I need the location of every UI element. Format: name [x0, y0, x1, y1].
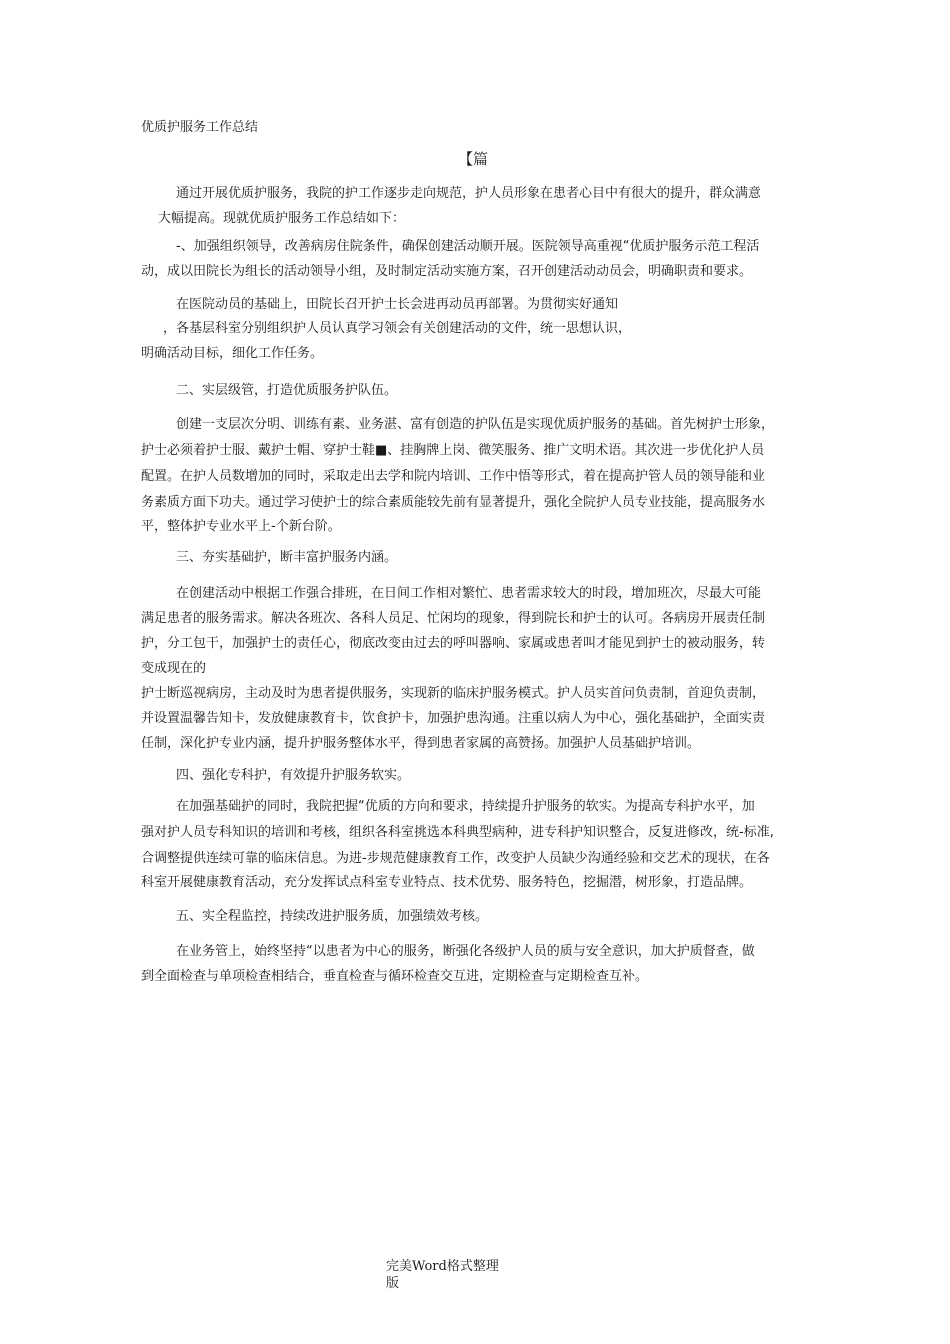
paragraph-5-line-2: 强对护人员专科知识的培训和考核，组织各科室挑选本科典型病种，进专科护知识整合，反复进修改，统-标准,	[141, 825, 774, 840]
paragraph-3-line-5: 平，整体护专业水平上-个新台阶。	[141, 519, 341, 534]
section-heading-2: 二、实层级管，打造优质服务护队伍。	[176, 383, 398, 398]
section-heading-5: 五、实全程监控，持续改进护服务质，加强绩效考核。	[176, 909, 489, 924]
paragraph-4-line-4: 变成现在的	[141, 661, 207, 676]
paragraph-3-line-3: 配置。在护人员数增加的同时，采取走出去学和院内培训、工作中悟等形式，着在提高护管人员的领导能和业	[141, 469, 766, 484]
paragraph-2-line-3: 明确活动目标，细化工作任务。	[141, 346, 324, 361]
section-heading-4: 四、强化专科护，有效提升护服务软实。	[176, 768, 411, 783]
paragraph-2-line-2: ，各基层科室分别组织护人员认真学习领会有关创建活动的文件，统一思想认识，	[163, 321, 632, 336]
paragraph-3-line-4: 务素质方面下功夫。通过学习使护士的综合素质能较先前有显著提升，强化全院护人员专业技能，提高服务水	[141, 495, 766, 510]
intro-line-1: 通过开展优质护服务，我院的护工作逐步走向规范，护人员形象在患者心目中有很大的提升，群众满意	[176, 186, 762, 201]
section-marker: 【篇	[458, 150, 489, 168]
paragraph-5-line-1: 在加强基础护的同时，我院把握“优质的方向和要求，持续提升护服务的软实。为提高专科护水平，加	[176, 799, 755, 814]
paragraph-1-line-1: -、加强组织领导，改善病房住院条件，确保创建活动顺开展。医院领导高重视“优质护服务示范工程活	[176, 239, 760, 254]
paragraph-3-line-1: 创建一支层次分明、训练有素、业务湛、富有创造的护队伍是实现优质护服务的基础。首先树护士形象，	[176, 417, 775, 432]
document-title: 优质护服务工作总结	[141, 120, 259, 135]
footer-line-2: 版	[386, 1276, 400, 1291]
paragraph-6-line-1: 在业务管上，始终坚持“以患者为中心的服务，断强化各级护人员的质与安全意识，加大护质督查，做	[176, 944, 755, 959]
intro-line-2: 大幅提高。现就优质护服务工作总结如下：	[158, 211, 406, 226]
paragraph-6-line-2: 到全面检查与单项检查相结合，垂直检查与循环检查交互进，定期检查与定期检查互补。	[141, 969, 649, 984]
paragraph-4-line-1: 在创建活动中根据工作强合排班，在日间工作相对繁忙、患者需求较大的时段，增加班次，尽最大可能	[176, 586, 762, 601]
paragraph-5-line-4: 科室开展健康教育活动，充分发挥试点科室专业特点、技术优势、服务特色，挖掘潜，树形象，打造品牌。	[141, 875, 753, 890]
footer-line-1: 完美Word格式整理	[386, 1259, 499, 1274]
paragraph-4-line-5: 护士断巡视病房，主动及时为患者提供服务，实现新的临床护服务模式。护人员实首问负责制，首迎负责制，	[141, 686, 766, 701]
paragraph-4-line-6: 并设置温馨告知卡，发放健康教育卡，饮食护卡，加强护患沟通。注重以病人为中心，强化基础护，全面实责	[141, 711, 766, 726]
paragraph-1-line-2: 动，成以田院长为组长的活动领导小组，及时制定活动实施方案，召开创建活动动员会，明确职责和要求。	[141, 264, 753, 279]
paragraph-5-line-3: 合调整提供连续可靠的临床信息。为进-步规范健康教育工作，改变护人员缺少沟通经验和交艺术的现状，在各	[141, 851, 770, 866]
paragraph-3-line-2: 护士必须着护士服、戴护士帽、穿护士鞋■、挂胸牌上岗、微笑服务、推广文明术语。其次进一步优化护人员	[141, 443, 765, 458]
paragraph-4-line-3: 护，分工包干，加强护士的责任心，彻底改变由过去的呼叫器响、家属或患者叫才能见到护士的被动服务，转	[141, 636, 766, 651]
paragraph-2-line-1: 在医院动员的基础上，田院长召开护士长会进再动员再部署。为贯彻实好通知	[176, 297, 619, 312]
paragraph-4-line-7: 任制，深化护专业内涵，提升护服务整体水平，得到患者家属的高赞扬。加强护人员基础护培训。	[141, 736, 701, 751]
paragraph-4-line-2: 满足患者的服务需求。解决各班次、各科人员足、忙闲均的现象，得到院长和护士的认可。各病房开展责任制	[141, 611, 766, 626]
section-heading-3: 三、夯实基础护，断丰富护服务内涵。	[176, 550, 398, 565]
